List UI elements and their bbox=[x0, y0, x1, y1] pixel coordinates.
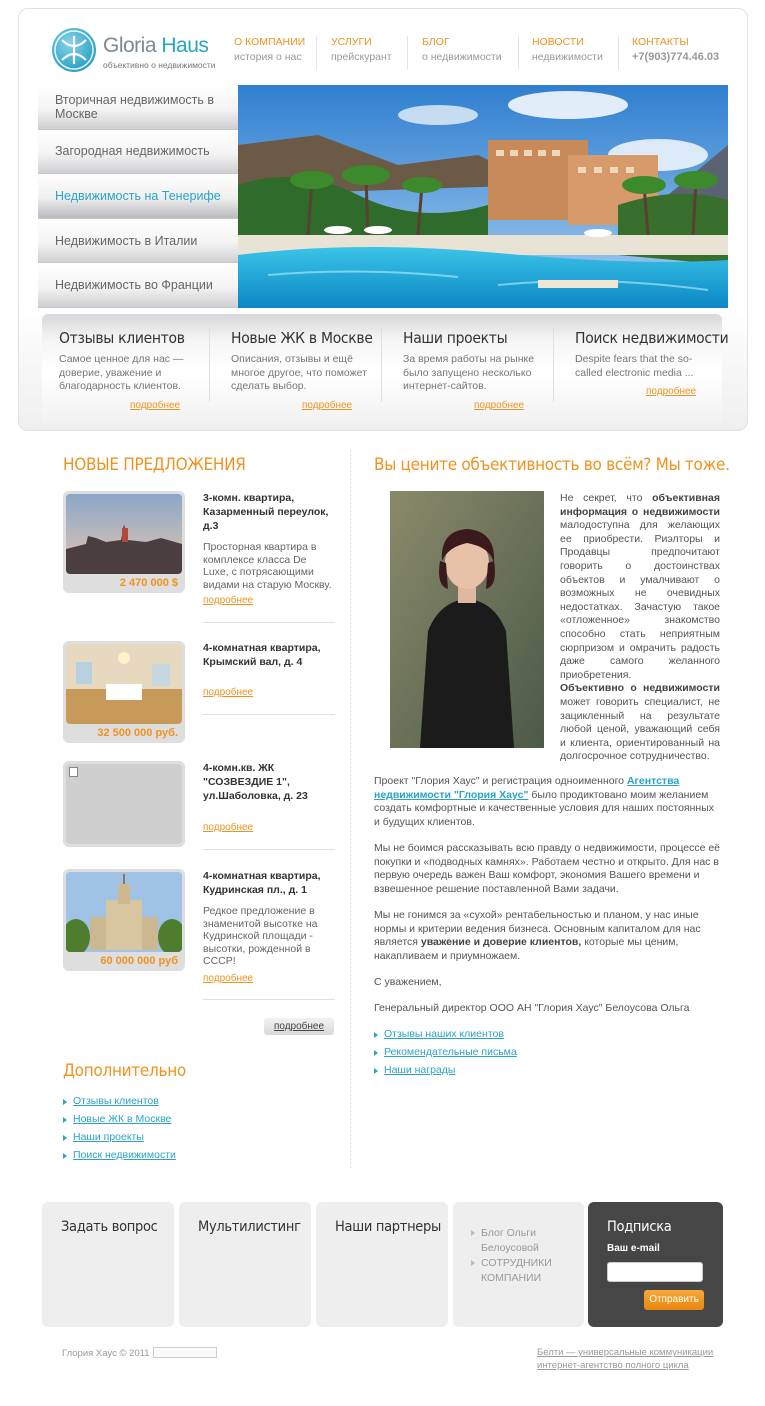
feature-search: Поиск недвижимости Despite fears that the so-called electronic media ... подробнее bbox=[575, 329, 729, 397]
feature-projects-more-link[interactable]: подробнее bbox=[474, 400, 525, 411]
offer-price: 32 500 000 руб. bbox=[97, 727, 178, 739]
nav-blog[interactable]: БЛОГ о недвижимости bbox=[422, 36, 502, 63]
nav-services[interactable]: УСЛУГИ прейскурант bbox=[331, 36, 392, 63]
nav-news[interactable]: НОВОСТИ недвижимости bbox=[532, 36, 603, 63]
offers-more-button[interactable]: подробнее bbox=[264, 1018, 334, 1035]
copyright: Глория Хаус © 2011 bbox=[62, 1348, 150, 1359]
nav-separator bbox=[316, 36, 317, 70]
about-signature: Генеральный директор ООО АН "Глория Хаус" Белоусова Ольга bbox=[374, 1002, 690, 1014]
offer-title[interactable]: 3-комн. квартира, Казарменный переулок, д.3 bbox=[203, 492, 329, 532]
subscribe-button[interactable]: Отправить bbox=[644, 1290, 704, 1310]
extra-link-search[interactable]: Поиск недвижимости bbox=[73, 1149, 176, 1161]
email-field[interactable] bbox=[607, 1262, 703, 1282]
offer-thumbnail[interactable] bbox=[63, 491, 185, 593]
nav-separator bbox=[407, 36, 408, 70]
footer-multilisting[interactable]: Мультилистинг bbox=[179, 1202, 311, 1327]
site-logo[interactable] bbox=[52, 28, 222, 74]
email-label: Ваш e-mail bbox=[607, 1243, 660, 1254]
footer-ask-question[interactable]: Задать вопрос bbox=[42, 1202, 174, 1327]
agency-link[interactable]: Агентства недвижимости "Глория Хаус" bbox=[374, 775, 680, 801]
about-link-client-reviews[interactable]: Отзывы наших клиентов bbox=[384, 1028, 504, 1040]
about-column bbox=[374, 455, 730, 1076]
menu-item-italy[interactable]: Недвижимость в Италии bbox=[38, 219, 238, 264]
offer-more-link[interactable]: подробнее bbox=[203, 973, 254, 984]
offer-thumbnail[interactable] bbox=[63, 869, 185, 971]
feature-search-more-link[interactable]: подробнее bbox=[646, 386, 697, 397]
offer-thumbnail[interactable] bbox=[63, 641, 185, 743]
offer-description: Редкое предложение в знаменитой высотке на Кудринской площади - высотки, рожденной в СССР! bbox=[203, 905, 318, 967]
menu-item-country[interactable]: Загородная недвижимость bbox=[38, 130, 238, 175]
subscription-box: Подписка Ваш e-mail Отправить bbox=[588, 1202, 723, 1327]
extra-link-projects[interactable]: Наши проекты bbox=[73, 1131, 144, 1143]
visitor-counter[interactable] bbox=[153, 1347, 217, 1358]
about-links bbox=[374, 1028, 517, 1082]
director-portrait bbox=[390, 491, 544, 748]
extra-section-title: Дополнительно bbox=[63, 1061, 186, 1081]
new-offers-title: НОВЫЕ ПРЕДЛОЖЕНИЯ bbox=[63, 455, 246, 475]
offer-thumbnail[interactable] bbox=[63, 761, 185, 847]
nav-about[interactable]: О КОМПАНИИ история о нас bbox=[234, 36, 306, 63]
about-title: Вы цените объективность во всём? Мы тоже. bbox=[374, 455, 730, 475]
offer-more-link[interactable]: подробнее bbox=[203, 687, 254, 698]
feature-projects: Наши проекты За время работы на рынке было запущено несколько интернет-сайтов. подробнее bbox=[386, 314, 554, 422]
extra-link-reviews[interactable]: Отзывы клиентов bbox=[73, 1095, 159, 1107]
contact-phone: +7(903)774.46.03 bbox=[632, 51, 720, 63]
column-divider bbox=[350, 450, 351, 1170]
nav-separator bbox=[618, 36, 619, 70]
offer-price: 60 000 000 руб bbox=[100, 955, 178, 967]
offer-title[interactable]: 4-комнатная квартира, Крымский вал, д. 4 bbox=[203, 642, 321, 668]
footer-link-blog[interactable]: Блог Ольги Белоусовой bbox=[471, 1226, 551, 1256]
offer-more-link[interactable]: подробнее bbox=[203, 822, 254, 833]
footer-link-staff[interactable]: СОТРУДНИКИ КОМПАНИИ bbox=[471, 1256, 551, 1286]
offer-description: Просторная квартира в комплексе класса De Luxe, с потрясающими видами на старую Москву. bbox=[203, 541, 332, 591]
offer-more-link[interactable]: подробнее bbox=[203, 595, 254, 606]
features-row bbox=[42, 314, 729, 422]
about-paragraph-values: Мы не гонимся за «сухой» рентабельностью и планом, у нас иные нормы и критерии ведения бизнеса. Основным капиталом для нас является уважение и доверие клиентов, которые мы ценим, накапливаем и приумножаем. bbox=[374, 909, 701, 962]
category-menu bbox=[38, 85, 238, 308]
logo-emblem-icon bbox=[52, 28, 96, 72]
about-paragraph-project: Проект "Глория Хаус" и регистрация одноименного Агентства недвижимости "Глория Хаус" было продиктовано моим желанием создать комфортные и качественные условия для наших постоянных и будущих клиентов. bbox=[374, 775, 715, 828]
developer-credits[interactable]: Белти — универсальные коммуникации интернет-агентство полного цикла bbox=[537, 1347, 714, 1371]
footer-partners[interactable]: Наши партнеры bbox=[316, 1202, 448, 1327]
about-intro-text: Не секрет, что объективная информация о недвижимости малодоступна для желающих ее приобрести. Риэлторы и Продавцы предпочитают говорить о достоинствах объектов и умалчивают о возможных не очевидных недостатках. Зачастую такое «отложенное» знакомство способно стать неприятным сюрпризом и омрачить радость даже самого желанного приобретения. Объективно о недвижимости может говорить специалист, не зацикленный на результате любой ценой, уважающий себя и клиента, ориентированный на долгосрочное сотрудничество. bbox=[560, 492, 720, 763]
about-link-recommendations[interactable]: Рекомендательные письма bbox=[384, 1046, 517, 1058]
menu-item-secondary-moscow[interactable]: Вторичная недвижимость в Москве bbox=[38, 85, 238, 130]
nav-separator bbox=[518, 36, 519, 70]
about-paragraph-honesty: Мы не боимся рассказывать всю правду о недвижимости, процессе её покупки и «подводных камнях». Работаем честно и открыто. Для нас в первую очередь важен Ваш комфорт, экономия Вашего времени и взвешенное решение поставленной Вами задачи. bbox=[374, 842, 721, 895]
feature-reviews: Отзывы клиентов Самое ценное для нас — доверие, уважение и благодарность клиентов. подробнее bbox=[42, 314, 210, 422]
banner-resort-image bbox=[238, 85, 728, 308]
offer-title[interactable]: 4-комн.кв. ЖК "СОЗВЕЗДИЕ 1", ул.Шаболовка, д. 23 bbox=[203, 762, 308, 802]
menu-item-france[interactable]: Недвижимость во Франции bbox=[38, 263, 238, 308]
feature-reviews-more-link[interactable]: подробнее bbox=[130, 400, 181, 411]
about-regards: С уважением, bbox=[374, 976, 442, 988]
logo-text: Gloria Haus bbox=[103, 34, 209, 57]
footer-blog-links bbox=[453, 1202, 584, 1327]
feature-new-complexes-more-link[interactable]: подробнее bbox=[302, 400, 353, 411]
offer-price: 2 470 000 $ bbox=[119, 577, 178, 589]
extra-link-new-complexes[interactable]: Новые ЖК в Москве bbox=[73, 1113, 172, 1125]
nav-contacts[interactable]: КОНТАКТЫ +7(903)774.46.03 bbox=[632, 36, 720, 63]
new-offers-column bbox=[63, 455, 335, 1161]
feature-new-complexes: Новые ЖК в Москве Описания, отзывы и ещё многое другое, что поможет сделать выбор. подробнее bbox=[214, 314, 382, 422]
menu-item-tenerife[interactable]: Недвижимость на Тенерифе bbox=[38, 174, 238, 219]
offer-title[interactable]: 4-комнатная квартира, Кудринская пл., д. 1 bbox=[203, 870, 321, 896]
extra-links bbox=[63, 1095, 176, 1167]
broken-image-icon bbox=[69, 767, 78, 777]
logo-tagline: объективно о недвижимости bbox=[103, 60, 216, 70]
about-link-awards[interactable]: Наши награды bbox=[384, 1064, 456, 1076]
